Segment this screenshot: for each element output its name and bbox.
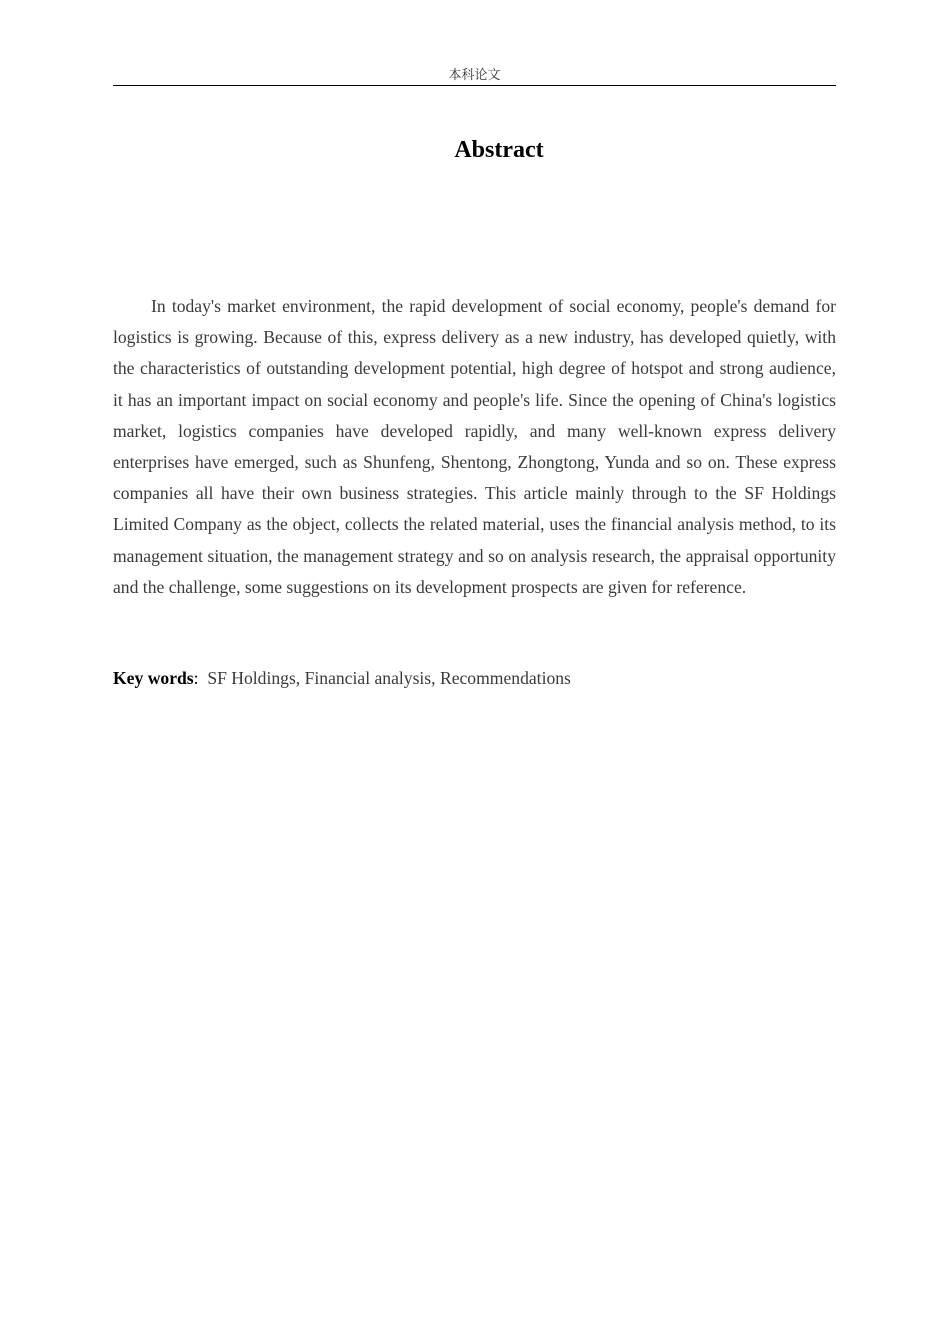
keywords-line xyxy=(113,663,836,694)
header-divider xyxy=(113,85,836,86)
keywords-label: Key words xyxy=(113,668,194,688)
abstract-title: Abstract xyxy=(454,137,544,163)
keywords-values: SF Holdings, Financial analysis, Recommendations xyxy=(207,668,571,688)
keywords-separator: : xyxy=(193,668,199,688)
page-header: 本科论文 xyxy=(448,67,501,82)
abstract-paragraph: In today's market environment, the rapid development of social economy, people's demand for logistics is growing. Because of this, express delivery as a new industry, has developed quietly, with the characteristics of outstanding development potential, high degree of hotspot and strong audience, it has an important impact on social economy and people's life. Since the opening of China's logistics market, logistics companies have developed rapidly, and many well-known express delivery enterprises have emerged, such as Shunfeng, Shentong, Zhongtong, Yunda and so on. These express companies all have their own business strategies. This article mainly through to the SF Holdings Limited Company as the object, collects the related material, uses the financial analysis method, to its management situation, the management strategy and so on analysis research, the appraisal opportunity and the challenge, some suggestions on its development prospects are given for reference. xyxy=(113,296,836,597)
